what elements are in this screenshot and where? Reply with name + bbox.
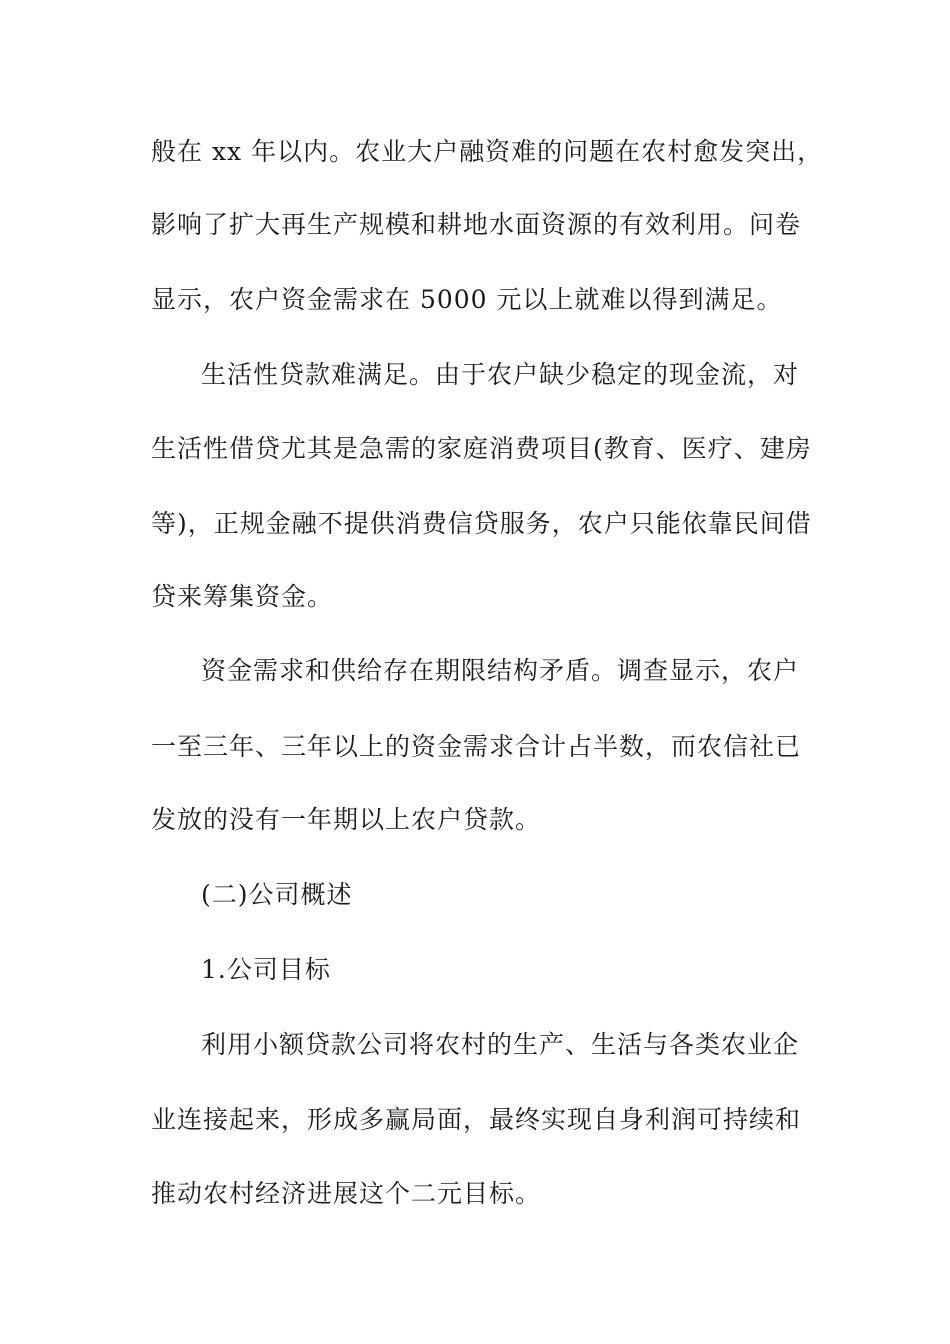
paragraph-line: 生活性贷款难满足。由于农户缺少稳定的现金流，对	[201, 360, 800, 389]
paragraph-line: 影响了扩大再生产规模和耕地水面资源的有效利用。问卷	[151, 210, 802, 239]
paragraph-line: 一至三年、三年以上的资金需求合计占半数，而农信社已	[151, 732, 802, 761]
section-heading: (二)公司概述	[201, 880, 353, 909]
paragraph-line: 业连接起来，形成多赢局面，最终实现自身利润可持续和	[151, 1105, 802, 1134]
paragraph-line: 推动农村经济进展这个二元目标。	[151, 1179, 542, 1208]
paragraph-line: 生活性借贷尤其是急需的家庭消费项目(教育、医疗、建房	[151, 434, 812, 463]
paragraph-line: 显示，农户资金需求在 5000 元以上就难以得到满足。	[151, 285, 783, 314]
subsection-heading: 1.公司目标	[201, 955, 331, 984]
paragraph-line: 等)，正规金融不提供消费信贷服务，农户只能依靠民间借	[151, 509, 812, 538]
paragraph-line: 贷来筹集资金。	[151, 582, 334, 611]
paragraph-line: 发放的没有一年期以上农户贷款。	[151, 805, 542, 834]
paragraph-line: 利用小额贷款公司将农村的生产、生活与各类农业企	[201, 1030, 800, 1059]
paragraph-line: 资金需求和供给存在期限结构矛盾。调查显示，农户	[201, 656, 800, 685]
paragraph-line: 般在 xx 年以内。农业大户融资难的问题在农村愈发突出，	[151, 137, 824, 166]
